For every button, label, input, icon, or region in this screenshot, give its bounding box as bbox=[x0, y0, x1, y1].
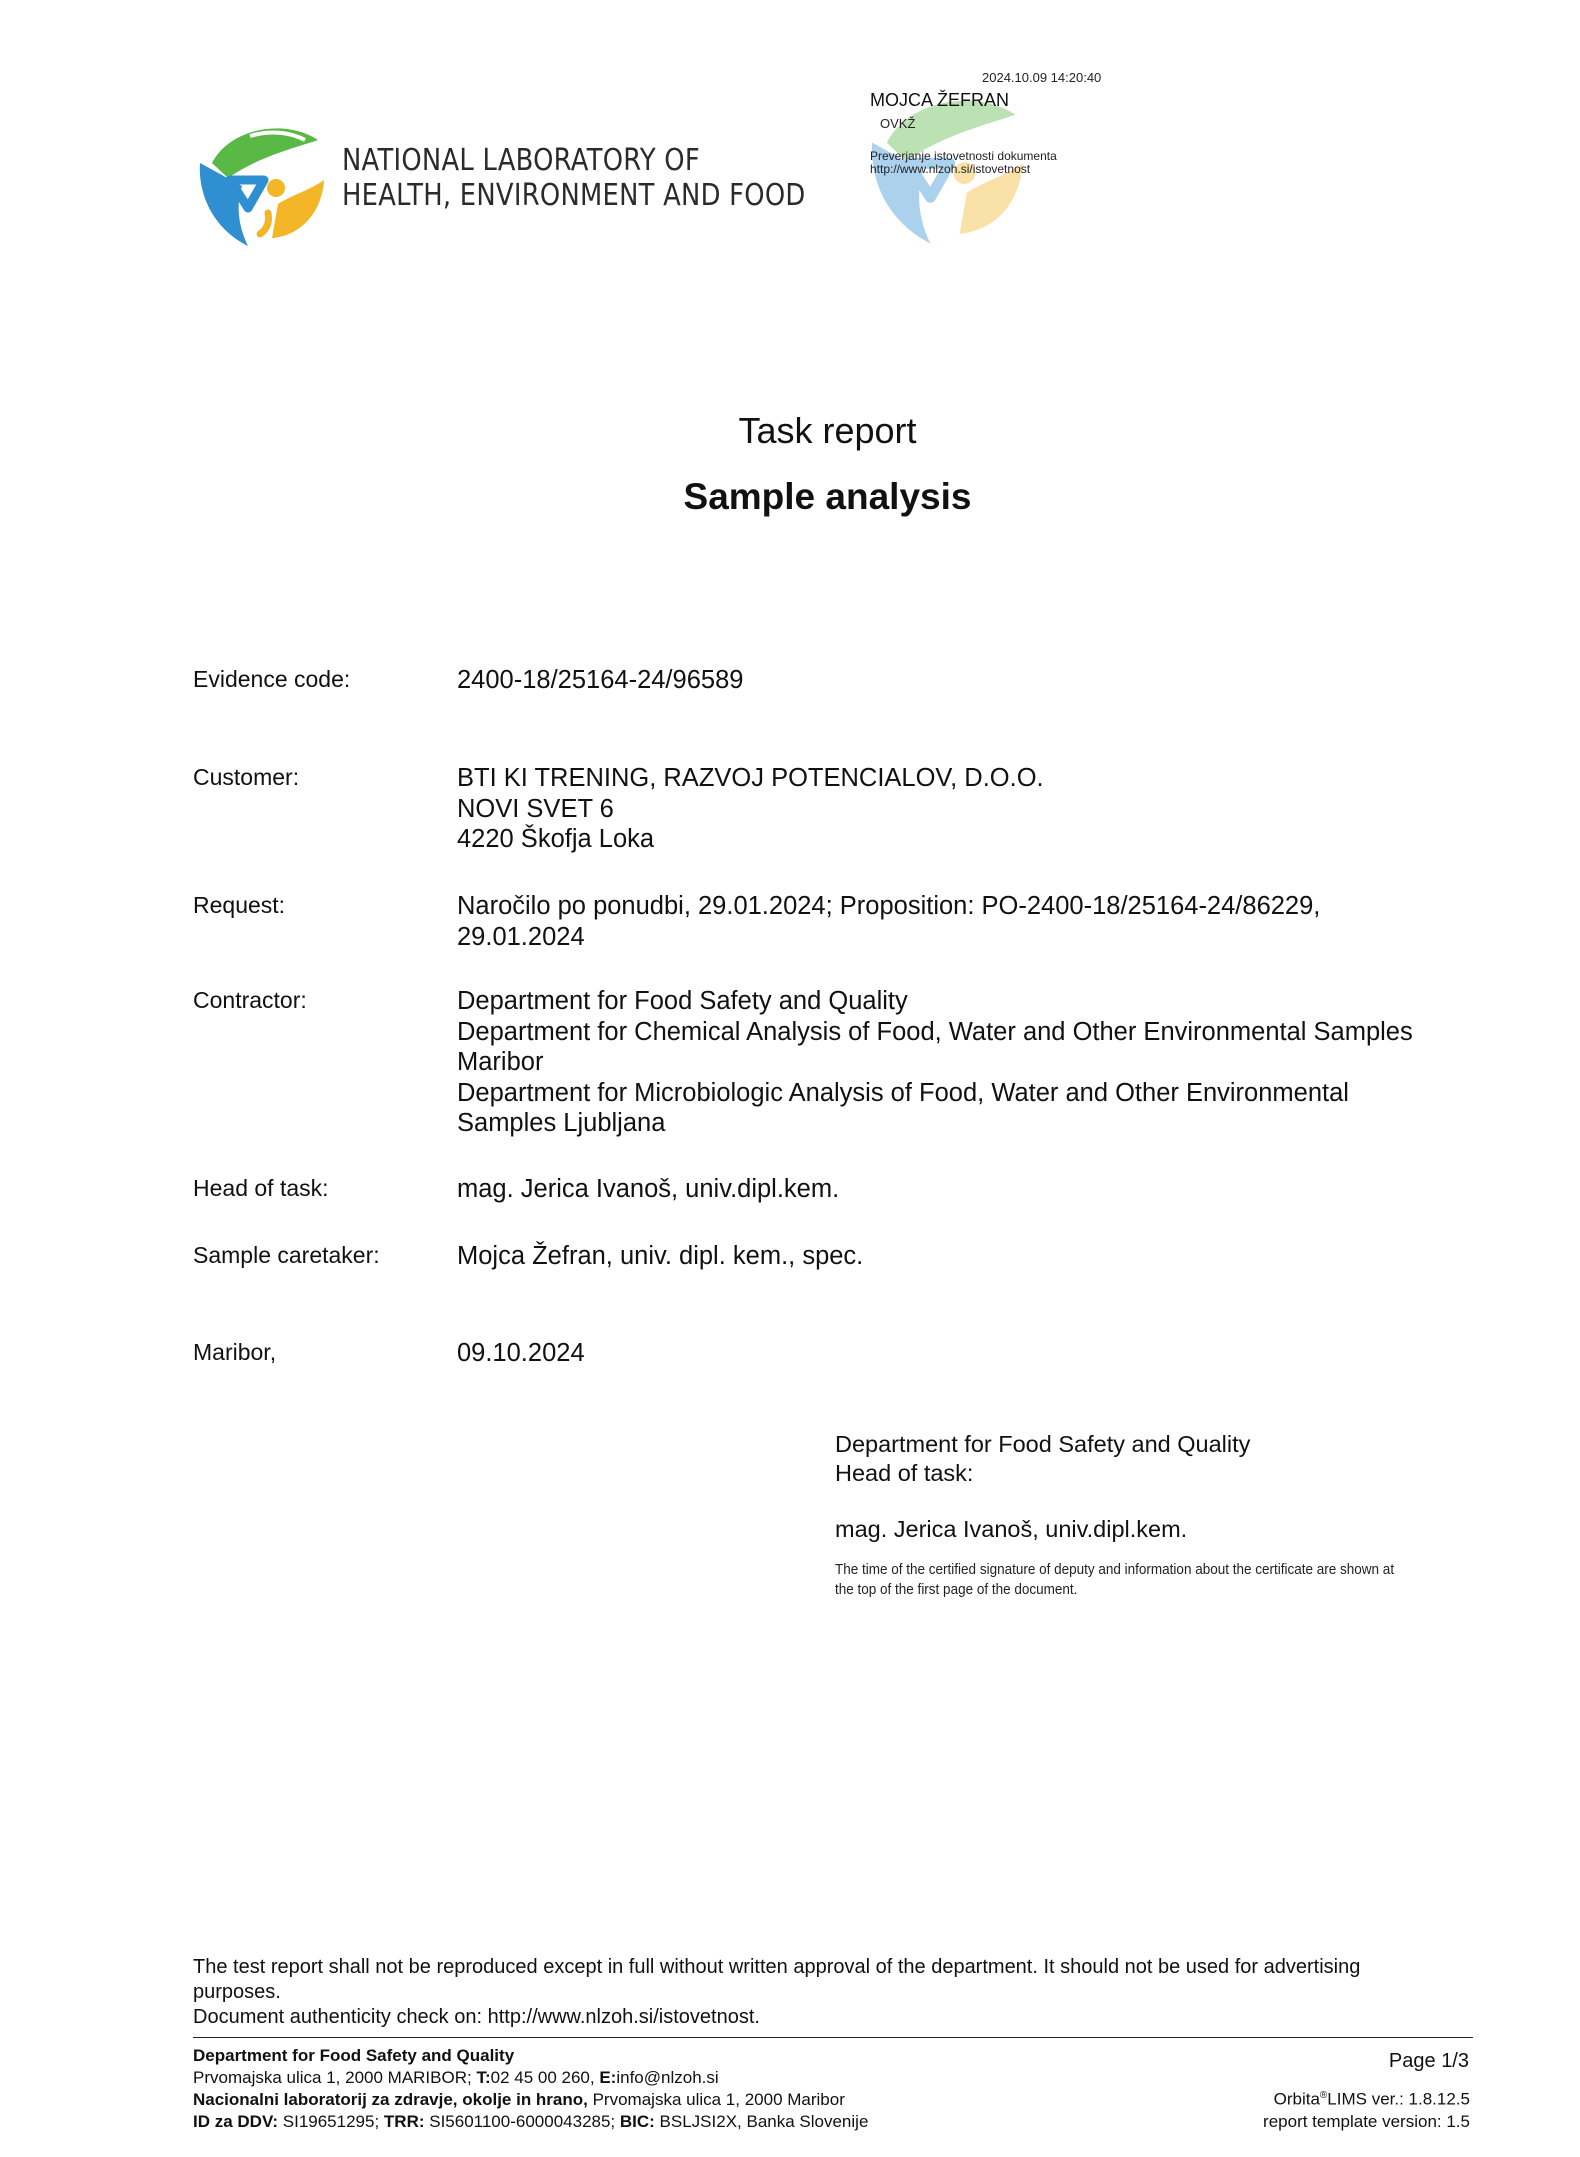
footer-phone: 02 45 00 260, bbox=[490, 2068, 600, 2087]
authenticity-line: Document authenticity check on: http://www.nlzoh.si/istovetnost. bbox=[193, 2006, 760, 2028]
date-value: 09.10.2024 bbox=[457, 1339, 585, 1367]
sample-caretaker-label: Sample caretaker: bbox=[193, 1242, 380, 1268]
lims-name: Orbita bbox=[1273, 2089, 1320, 2109]
contractor-line-5: Samples Ljubljana bbox=[457, 1109, 666, 1137]
footer-dept: Department for Food Safety and Quality bbox=[193, 2046, 515, 2065]
footer-institute: Nacionalni laboratorij za zdravje, okolje in hrano, bbox=[193, 2090, 588, 2109]
request-line-1: Naročilo po ponudbi, 29.01.2024; Proposition: PO-2400-18/25164-24/86229, bbox=[457, 892, 1321, 920]
customer-label: Customer: bbox=[193, 764, 300, 790]
contractor-label: Contractor: bbox=[193, 987, 307, 1013]
footer-disclaimer bbox=[193, 1955, 1473, 2030]
footer-t-label: T: bbox=[476, 2068, 491, 2087]
logo-wordmark bbox=[342, 143, 806, 213]
page-number: Page 1/3 bbox=[1388, 2050, 1469, 2072]
contractor-line-1: Department for Food Safety and Quality bbox=[457, 987, 908, 1015]
footer-bank-line bbox=[193, 2111, 868, 2133]
logo-line-2: HEALTH, ENVIRONMENT AND FOOD bbox=[342, 178, 806, 213]
customer-value bbox=[457, 763, 1457, 855]
request-line-2: 29.01.2024 bbox=[457, 922, 585, 951]
customer-city: 4220 Škofja Loka bbox=[457, 825, 655, 853]
request-value bbox=[457, 891, 1457, 952]
place-label: Maribor, bbox=[193, 1339, 277, 1365]
signature-name: mag. Jerica Ivanoš, univ.dipl.kem. bbox=[835, 1516, 1188, 1542]
footer-ddv-label: ID za DDV: bbox=[193, 2112, 279, 2131]
signature-note-line-1: The time of the certified signature of deputy and information about the certificate are shown at bbox=[835, 1561, 1395, 1578]
footer-contact bbox=[193, 2045, 868, 2133]
contractor-line-4: Department for Microbiologic Analysis of Food, Water and Other Environmental bbox=[457, 1078, 1349, 1107]
footer-institute-line bbox=[193, 2089, 868, 2111]
report-subtitle: Sample analysis bbox=[683, 476, 972, 517]
contractor-line-3: Maribor bbox=[457, 1048, 544, 1076]
footer-e-label: E: bbox=[599, 2068, 617, 2087]
footer-email: info@nlzoh.si bbox=[616, 2068, 719, 2087]
signature-role: Head of task: bbox=[835, 1460, 974, 1486]
footer-trr: SI5601100-6000043285; bbox=[424, 2112, 620, 2131]
footer-bic-label: BIC: bbox=[619, 2112, 655, 2131]
lims-info bbox=[1263, 2085, 1470, 2133]
stamp-signer: MOJCA ŽEFRAN bbox=[870, 90, 1010, 110]
head-of-task-value: mag. Jerica Ivanoš, univ.dipl.kem. bbox=[457, 1175, 840, 1203]
signature-note-line-2: the top of the first page of the document. bbox=[835, 1581, 1078, 1598]
footer-trr-label: TRR: bbox=[383, 2112, 425, 2131]
sample-caretaker-value: Mojca Žefran, univ. dipl. kem., spec. bbox=[457, 1242, 864, 1270]
lims-rest: LIMS ver.: 1.8.12.5 bbox=[1327, 2089, 1470, 2109]
evidence-code-label: Evidence code: bbox=[193, 666, 351, 692]
signature-note bbox=[835, 1560, 1411, 1600]
customer-name: BTI KI TRENING, RAZVOJ POTENCIALOV, D.O.O. bbox=[457, 764, 1044, 792]
footer-address-line bbox=[193, 2067, 868, 2089]
footer-divider bbox=[193, 2037, 1473, 2038]
stamp-timestamp: 2024.10.09 14:20:40 bbox=[982, 70, 1102, 85]
disclaimer-line-1: The test report shall not be reproduced except in full without written approval of the department. It should not be used for advertising bbox=[193, 1956, 1361, 1978]
evidence-code-value: 2400-18/25164-24/96589 bbox=[457, 666, 744, 694]
customer-street: NOVI SVET 6 bbox=[457, 794, 614, 823]
stamp-verify-line-2: http://www.nlzoh.si/istovetnost bbox=[870, 162, 1031, 176]
disclaimer-line-2: purposes. bbox=[193, 1981, 281, 2003]
stamp-verify bbox=[870, 150, 1057, 176]
head-of-task-label: Head of task: bbox=[193, 1175, 329, 1201]
template-version: report template version: 1.5 bbox=[1263, 2111, 1470, 2131]
footer-ddv: SI19651295; bbox=[278, 2112, 384, 2131]
report-title: Task report bbox=[738, 410, 917, 451]
contractor-value bbox=[457, 986, 1457, 1139]
footer-bic: BSLJSI2X, Banka Slovenije bbox=[654, 2112, 869, 2131]
footer-institute-address: Prvomajska ulica 1, 2000 Maribor bbox=[587, 2090, 845, 2109]
lims-registered: ® bbox=[1319, 2090, 1328, 2101]
logo-line-1: NATIONAL LABORATORY OF bbox=[342, 143, 700, 178]
nlzoh-logo bbox=[190, 118, 330, 253]
lims-version bbox=[1263, 2085, 1470, 2111]
contractor-line-2: Department for Chemical Analysis of Food, Water and Other Environmental Samples bbox=[457, 1017, 1413, 1046]
signature-dept: Department for Food Safety and Quality bbox=[835, 1431, 1251, 1457]
stamp-verify-line-1: Preverjanje istovetnosti dokumenta bbox=[870, 149, 1057, 163]
request-label: Request: bbox=[193, 892, 286, 918]
footer-address: Prvomajska ulica 1, 2000 MARIBOR; bbox=[193, 2068, 477, 2087]
stamp-org: OVKŽ bbox=[880, 116, 916, 131]
